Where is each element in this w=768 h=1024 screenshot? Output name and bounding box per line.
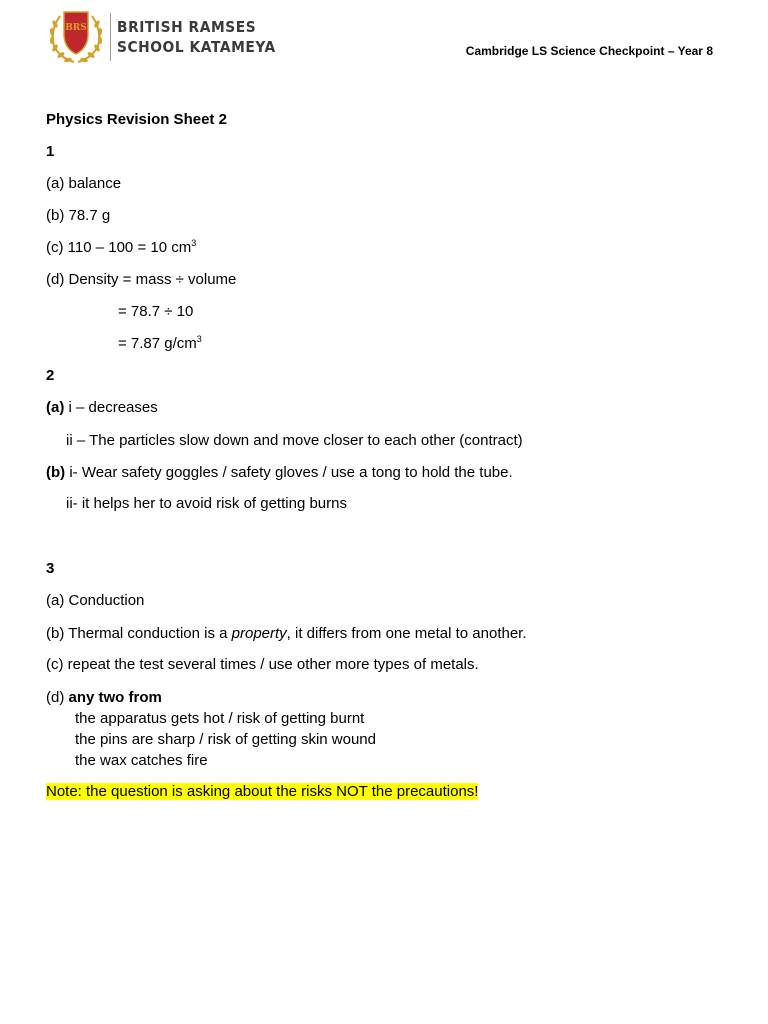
q2-answer-b-ii: ii- it helps her to avoid risk of getting burns — [66, 495, 347, 512]
question-2-number: 2 — [46, 367, 55, 384]
q3-answer-b — [46, 624, 527, 644]
q1-answer-a: (a) balance — [46, 175, 122, 192]
q3-d-item: the apparatus gets hot / risk of getting burnt — [75, 710, 365, 727]
q1-answer-d: (d) Density = mass ÷ volume — [46, 271, 237, 288]
course-title: Cambridge LS Science Checkpoint – Year 8 — [465, 44, 713, 58]
q3-answer-d — [46, 688, 162, 708]
q1-answer-b: (b) 78.7 g — [46, 207, 111, 224]
q1-answer-c-sup: 3 — [191, 238, 197, 248]
logo-divider — [110, 13, 111, 61]
school-logo — [46, 8, 290, 66]
risk-note-text: Note: the question is asking about the risks NOT the precautions! — [46, 783, 479, 800]
question-1-number: 1 — [46, 143, 55, 160]
q3-answer-a: (a) Conduction — [46, 592, 145, 609]
page-header — [46, 8, 726, 68]
q2-answer-a-i — [46, 398, 158, 418]
q1-answer-d-step1: = 78.7 ÷ 10 — [118, 303, 194, 320]
q1-answer-d-step2-sup: 3 — [196, 334, 202, 344]
school-crest-icon — [46, 8, 106, 66]
question-3-number: 3 — [46, 560, 55, 577]
q3-b-post: , it differs from one metal to another. — [286, 625, 527, 642]
q2-answer-b-i — [46, 463, 513, 483]
q3-b-emphasis: property — [231, 625, 287, 642]
school-name-line1: BRITISH RAMSES — [117, 18, 257, 36]
q2-a-i-text: i – decreases — [64, 399, 158, 416]
crest-letters: BRS — [65, 23, 87, 33]
school-name — [117, 17, 276, 57]
q3-answer-c: (c) repeat the test several times / use other more types of metals. — [46, 656, 479, 673]
risk-note — [46, 782, 478, 802]
q3-d-item: the pins are sharp / risk of getting skin wound — [75, 731, 376, 748]
q1-answer-c — [46, 238, 196, 258]
q1-answer-c-text: (c) 110 – 100 = 10 cm — [46, 239, 192, 256]
q3-d-item: the wax catches fire — [75, 752, 208, 769]
q1-answer-d-step2-text: = 7.87 g/cm — [118, 335, 197, 352]
q3-b-pre: (b) Thermal conduction is a — [46, 625, 232, 642]
q2-b-i-text: i- Wear safety goggles / safety gloves / use a tong to hold the tube. — [65, 464, 513, 481]
q2-answer-a-ii: ii – The particles slow down and move closer to each other (contract) — [66, 432, 523, 449]
q3-d-label: (d) — [46, 689, 69, 706]
school-name-line2: SCHOOL KATAMEYA — [117, 38, 276, 56]
q2-a-label: (a) — [46, 399, 65, 416]
q2-b-label: (b) — [46, 464, 66, 481]
sheet-title: Physics Revision Sheet 2 — [46, 111, 227, 128]
q3-d-bold: any two from — [68, 689, 162, 706]
q1-answer-d-step2 — [118, 334, 202, 354]
